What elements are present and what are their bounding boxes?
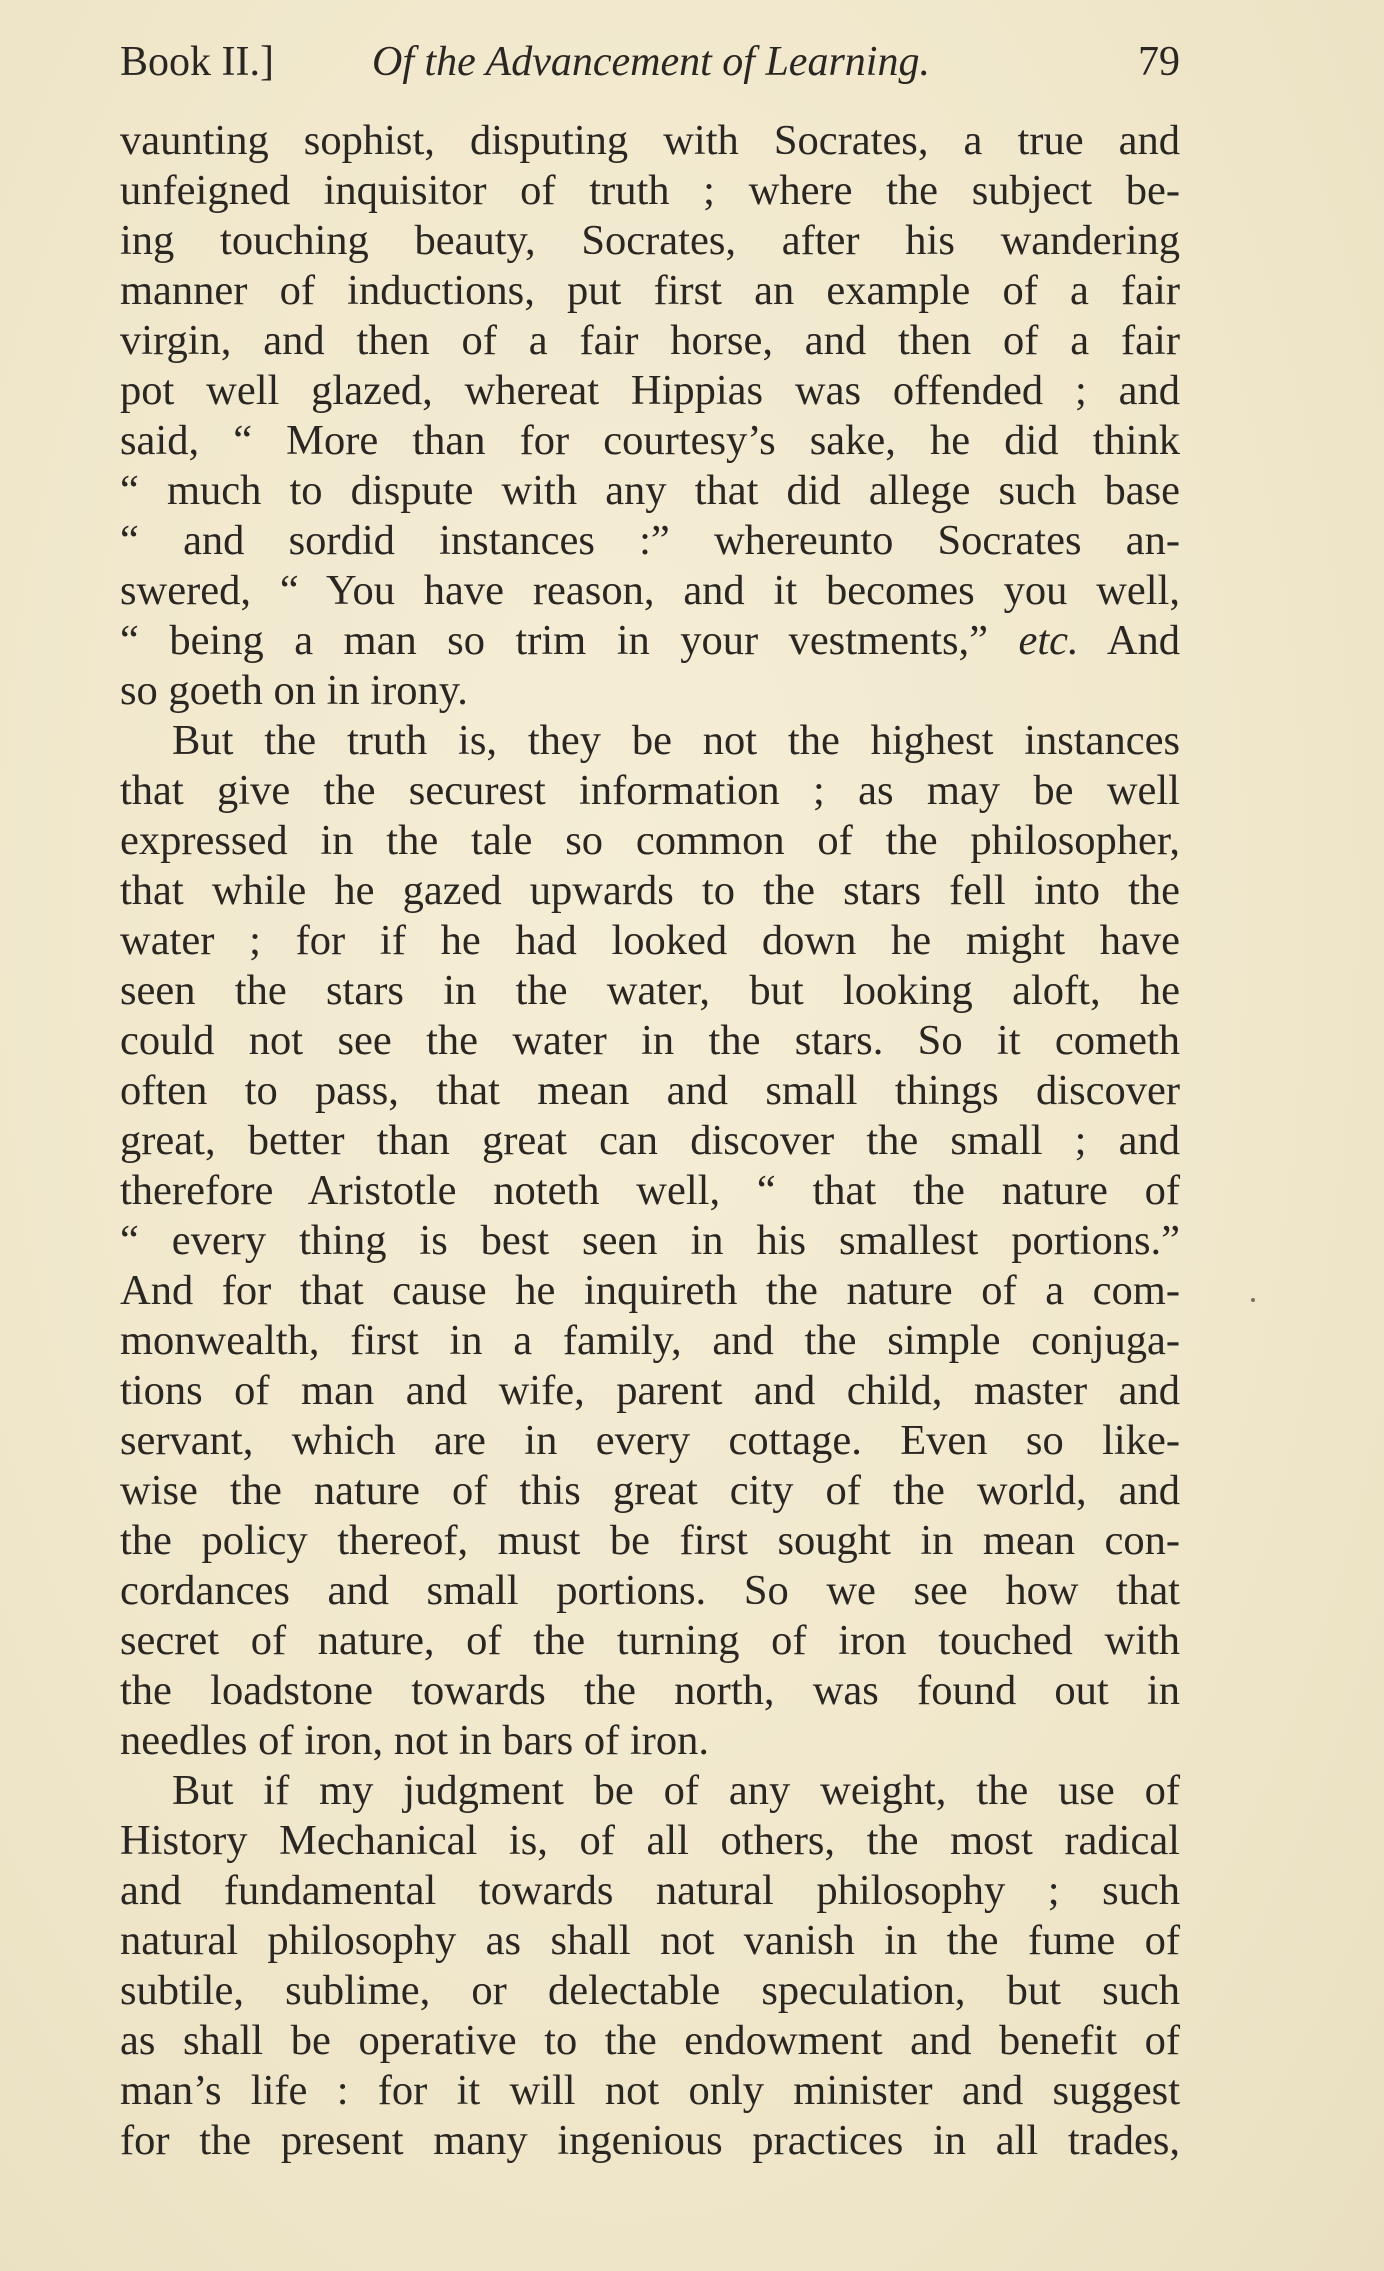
text-line: seen the stars in the water, but looking aloft, he [120,967,1180,1014]
text-line: History Mechanical is, of all others, the most radical [120,1817,1180,1864]
italic-etc: etc. [1018,617,1079,664]
text-line [120,616,1180,666]
body-text [120,116,1180,2166]
text-line: And for that cause he inquireth the nature of a com- [120,1267,1180,1314]
text-line: therefore Aristotle noteth well, “ that the nature of [120,1167,1180,1214]
text-line: “ and sordid instances :” whereunto Socrates an- [120,517,1180,564]
text-line: natural philosophy as shall not vanish in the fume of [120,1917,1180,1964]
running-head-book: Book II.] [120,39,274,85]
page-number: 79 [1138,39,1180,85]
running-head [120,28,1180,108]
text-segment: “ being a man so trim in your vestments,” [120,617,989,664]
paper-speck [1251,1298,1255,1302]
text-line: wise the nature of this great city of the world, and [120,1467,1180,1514]
text-line: servant, which are in every cottage. Even so like- [120,1417,1180,1464]
text-line: that give the securest information ; as may be well [120,767,1180,814]
text-line: water ; for if he had looked down he might have [120,917,1180,964]
text-line: great, better than great can discover the small ; and [120,1117,1180,1164]
text-line: subtile, sublime, or delectable speculation, but such [120,1967,1180,2014]
text-line: ing touching beauty, Socrates, after his wandering [120,217,1180,264]
text-line: man’s life : for it will not only minister and suggest [120,2067,1180,2114]
text-line: expressed in the tale so common of the philosopher, [120,817,1180,864]
text-line: pot well glazed, whereat Hippias was offended ; and [120,367,1180,414]
text-line: and fundamental towards natural philosophy ; such [120,1867,1180,1914]
text-line: vaunting sophist, disputing with Socrates, a true and [120,117,1180,164]
text-line: manner of inductions, put first an example of a fair [120,267,1180,314]
text-line: needles of iron, not in bars of iron. [120,1717,709,1764]
paragraph-start-line: But if my judgment be of any weight, the use of [172,1767,1180,1814]
text-line: so goeth on in irony. [120,667,468,714]
text-line: for the present many ingenious practices in all trades, [120,2117,1180,2164]
text-line: the policy thereof, must be first sought in mean con- [120,1517,1180,1564]
text-line: unfeigned inquisitor of truth ; where the subject be- [120,167,1180,214]
running-head-title: Of the Advancement of Learning. [372,39,930,85]
text-line: as shall be operative to the endowment and benefit of [120,2017,1180,2064]
text-line: that while he gazed upwards to the stars fell into the [120,867,1180,914]
text-line: often to pass, that mean and small things discover [120,1067,1180,1114]
text-line: swered, “ You have reason, and it becomes you well, [120,567,1180,614]
text-line: secret of nature, of the turning of iron touched with [120,1617,1180,1664]
text-line: could not see the water in the stars. So it cometh [120,1017,1180,1064]
text-line: tions of man and wife, parent and child, master and [120,1367,1180,1414]
text-line: the loadstone towards the north, was found out in [120,1667,1180,1714]
text-segment: And [1106,617,1181,664]
paragraph-start-line: But the truth is, they be not the highest instances [172,717,1180,764]
text-line: virgin, and then of a fair horse, and then of a fair [120,317,1180,364]
text-line: cordances and small portions. So we see how that [120,1567,1180,1614]
text-line: said, “ More than for courtesy’s sake, he did think [120,417,1180,464]
text-line: “ every thing is best seen in his smallest portions.” [120,1217,1180,1264]
text-line: monwealth, first in a family, and the simple conjuga- [120,1317,1180,1364]
text-line: “ much to dispute with any that did allege such base [120,467,1180,514]
